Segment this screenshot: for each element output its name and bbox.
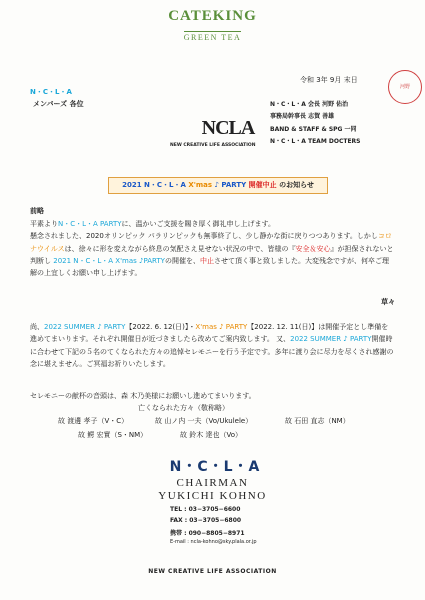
closing: 草々 bbox=[381, 298, 395, 306]
sender-line-1: N・C・L・A 会長 河野 佑治 bbox=[270, 101, 349, 108]
p1-party: N・C・L・A PARTY bbox=[58, 220, 122, 228]
banner-party: ♪ PARTY bbox=[214, 181, 247, 189]
addressee-org: N・C・L・A bbox=[30, 88, 72, 96]
footer-fax: FAX : 03−3705−6800 bbox=[170, 517, 242, 524]
banner-prefix: 2021 N・C・L・A bbox=[122, 181, 186, 189]
brand-name: CATEKING bbox=[168, 8, 257, 24]
p2-text-e: 』が担保されないと判断し bbox=[30, 244, 394, 265]
p3-xmas: X'mas ♪ PARTY bbox=[195, 323, 248, 331]
footer-logo: N・C・L・A bbox=[169, 459, 261, 475]
p2-safety: 安全＆安心 bbox=[295, 244, 331, 253]
p2-text-g: の開催を、 bbox=[164, 256, 200, 265]
memorial-name-3: 故 石田 直志（NM） bbox=[285, 417, 350, 425]
p2-text: 懸念されました、2020オリンピック パラリンピックも無事終了し、少し静かな街に戻りつつあります。しかし bbox=[30, 232, 378, 241]
body-paragraph-3: 尚、2022 SUMMER ♪ PARTY【2022. 6. 12(日)】・X'mas ♪ PARTY【2022. 12. 11(日)】は開催予定とし準備を進めてまいります。それぞれ開催日が近づきましたら改めてご案内致します。 又、2022 SUMMER ♪ PARTY開催時に合わせて下記の５名のてくなられた方々の追悼セレモニーを行う予定です。多年に渡り会に尽力を尽くされ感謝の念に堪えません。ご冥福お祈りいたします。 bbox=[30, 323, 394, 368]
p1-text-c: に、温かいご支援を賜き厚く御礼申し上げます。 bbox=[121, 220, 275, 228]
footer-tel: TEL : 03−3705−6600 bbox=[170, 506, 241, 513]
ncla-logo-mark: NCLA bbox=[201, 117, 255, 139]
p1-text-a: 平素より bbox=[30, 220, 58, 228]
banner-xmas: X'mas bbox=[188, 181, 213, 189]
p3-summer: 2022 SUMMER ♪ PARTY bbox=[44, 323, 126, 331]
p3-text-a: 尚、 bbox=[30, 323, 44, 331]
body-paragraph-1 bbox=[30, 218, 395, 279]
sender-line-3: BAND & STAFF & SPG 一同 bbox=[270, 126, 357, 133]
p2-corona: コロナウイルス bbox=[30, 232, 392, 253]
banner-suffix: のお知らせ bbox=[279, 181, 314, 189]
p2-text-d: は、徐々に形を変えながら終息の気配さえ見せない状況の中で、皆様の『 bbox=[64, 244, 296, 253]
banner-cancel: 開催中止 bbox=[248, 181, 277, 189]
p3-xmas-date: 【2022. 12. 11(日)】 bbox=[247, 323, 319, 331]
footer-association: NEW CREATIVE LIFE ASSOCIATION bbox=[148, 568, 277, 575]
footer-mobile: 携帯 : 090−8805−8971 bbox=[170, 530, 245, 537]
p2-text-h: させて頂く事と致しました。大変残念ですが、何卒ご理解の上宜しくお願い申し上げます。 bbox=[30, 256, 389, 278]
ncla-logo bbox=[198, 117, 258, 140]
p3-summer-2: 2022 SUMMER ♪ PARTY bbox=[290, 335, 372, 344]
memorial-name-4: 故 鰐 宏實（S・NM） bbox=[78, 431, 148, 439]
p2-party-name: 2021 N・C・L・A X'mas ♪PARTY bbox=[53, 256, 165, 265]
p3-text-c: 開催時に合わせて下記の５名のてくなられた方々の追悼セレモニーを行う予定です。多年に渡り会に尽力を尽くされ感謝の念に堪えません。ご冥福お祈りいたします。 bbox=[30, 335, 394, 368]
p3-summer-date: 【2022. 6. 12(日)】 bbox=[125, 323, 189, 331]
brand-sub: GREEN TEA bbox=[183, 33, 242, 42]
title-banner bbox=[108, 177, 328, 194]
brand-header bbox=[0, 8, 425, 44]
opening: 前略 bbox=[30, 207, 44, 215]
seal-stamp: 河野 bbox=[388, 70, 422, 104]
logo-caption: NEW CREATIVE LIFE ASSOCIATION bbox=[170, 143, 256, 148]
memorial-name-2: 故 山ノ内 一夫（Vo/Ukulele） bbox=[155, 417, 253, 425]
footer-chairman-name: YUKICHI KOHNO bbox=[158, 490, 267, 502]
letter-date: 令和 3年 9月 末日 bbox=[300, 76, 358, 84]
memorial-name-1: 故 渡邊 孝子（V・C） bbox=[58, 417, 129, 425]
sender-line-4: N・C・L・A TEAM DOCTERS bbox=[270, 138, 361, 145]
p3-text-b: は開催予定とし準備を進めてまいります。それぞれ開催日が近づきましたら改めてご案内致します。 又、 bbox=[30, 323, 389, 344]
sender-line-2: 事務局幹事長 志賀 善雄 bbox=[270, 113, 335, 120]
footer-chairman: CHAIRMAN bbox=[176, 477, 249, 489]
memorial-name-5: 故 鈴木 達也（Vo） bbox=[180, 431, 242, 439]
memorial-title: 亡くなられた方々（敬称略） bbox=[138, 404, 229, 412]
ceremony-note: セレモニーの献杯の音頭は、森 木乃美様にお願いし進めてまいります。 bbox=[30, 392, 256, 400]
footer-email: E-mail : ncla-kohno@sky.plala.or.jp bbox=[170, 539, 257, 545]
addressee-members: メンバーズ 各位 bbox=[33, 100, 84, 108]
p2-cancel: 中止 bbox=[199, 256, 214, 265]
